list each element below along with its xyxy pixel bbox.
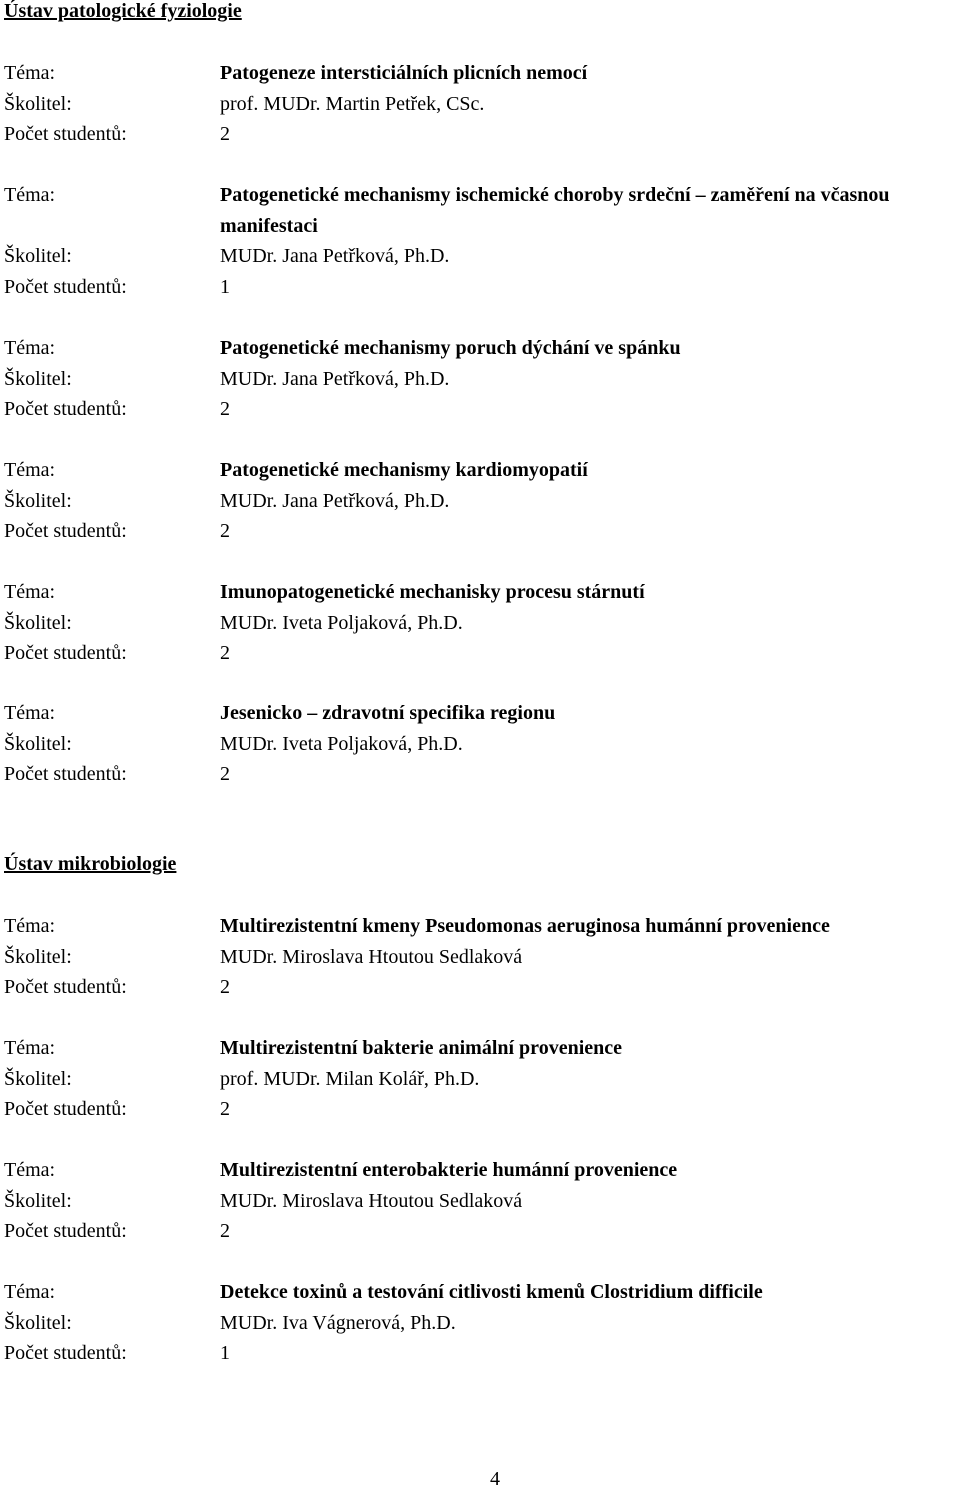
students-count: 2 (220, 1098, 230, 1120)
topic-title: Detekce toxinů a testování citlivosti kmenů Clostridium difficile (220, 1281, 763, 1303)
supervisor-name: prof. MUDr. Milan Kolář, Ph.D. (220, 1067, 480, 1090)
thesis-entry (4, 577, 960, 669)
topic-row (4, 698, 960, 729)
supervisor-row (4, 1308, 960, 1339)
supervisor-row (4, 89, 960, 120)
students-row (4, 638, 960, 669)
supervisor-label: Školitel: (4, 945, 72, 968)
thesis-entry (4, 58, 960, 150)
topic-title: Multirezistentní kmeny Pseudomonas aeruginosa humánní provenience (220, 915, 830, 937)
supervisor-label: Školitel: (4, 1067, 72, 1090)
students-row (4, 972, 960, 1003)
supervisor-name: MUDr. Miroslava Htoutou Sedlaková (220, 1189, 523, 1212)
supervisor-label: Školitel: (4, 1189, 72, 1212)
topic-label: Téma: (4, 1159, 56, 1181)
students-label: Počet studentů: (4, 275, 127, 298)
supervisor-name: MUDr. Jana Petřková, Ph.D. (220, 245, 450, 267)
students-row (4, 394, 960, 425)
supervisor-name: MUDr. Iva Vágnerová, Ph.D. (220, 1311, 456, 1334)
supervisor-label: Školitel: (4, 732, 72, 755)
supervisor-row (4, 1186, 960, 1217)
supervisor-name: MUDr. Jana Petřková, Ph.D. (220, 367, 450, 390)
topic-title: Multirezistentní enterobakterie humánní provenience (220, 1159, 678, 1181)
supervisor-label: Školitel: (4, 245, 72, 267)
topic-title: Jesenicko – zdravotní specifika regionu (220, 702, 556, 724)
students-label: Počet studentů: (4, 976, 127, 998)
thesis-entry (4, 911, 960, 1003)
topic-label: Téma: (4, 581, 56, 603)
students-label: Počet studentů: (4, 763, 127, 785)
supervisor-label: Školitel: (4, 1311, 72, 1334)
thesis-entry (4, 180, 960, 302)
supervisor-name: MUDr. Iveta Poljaková, Ph.D. (220, 732, 463, 755)
students-label: Počet studentů: (4, 1342, 127, 1364)
supervisor-row (4, 1064, 960, 1095)
topic-label: Téma: (4, 337, 56, 359)
topic-row (4, 1277, 960, 1308)
supervisor-label: Školitel: (4, 367, 72, 390)
topic-title: Patogenetické mechanismy poruch dýchání ve spánku (220, 337, 681, 359)
topic-label: Téma: (4, 702, 56, 724)
supervisor-row (4, 486, 960, 517)
supervisor-label: Školitel: (4, 92, 72, 115)
topic-row (4, 577, 960, 608)
students-count: 2 (220, 1220, 230, 1242)
supervisor-label: Školitel: (4, 489, 72, 512)
topic-title: Imunopatogenetické mechanisky procesu stárnutí (220, 581, 645, 603)
topic-row (4, 911, 960, 942)
students-label: Počet studentů: (4, 123, 127, 145)
supervisor-name: MUDr. Jana Petřková, Ph.D. (220, 489, 450, 512)
students-row (4, 1338, 960, 1369)
students-row (4, 1216, 960, 1247)
students-row (4, 759, 960, 790)
thesis-entry (4, 698, 960, 790)
thesis-entry (4, 1155, 960, 1247)
topic-title: Patogenetické mechanismy ischemické choroby srdeční – zaměření na včasnou manifestaci (220, 184, 890, 237)
students-count: 1 (220, 1342, 230, 1364)
topic-label: Téma: (4, 1037, 56, 1059)
topic-row (4, 58, 960, 89)
topic-row (4, 455, 960, 486)
students-label: Počet studentů: (4, 1098, 127, 1120)
students-label: Počet studentů: (4, 1220, 127, 1242)
supervisor-row (4, 608, 960, 639)
thesis-entry (4, 333, 960, 425)
thesis-entry (4, 1277, 960, 1369)
topic-title: Patogeneze intersticiálních plicních nemocí (220, 62, 588, 84)
students-count: 2 (220, 642, 230, 664)
students-row (4, 272, 960, 303)
topic-row (4, 1033, 960, 1064)
students-label: Počet studentů: (4, 398, 127, 420)
supervisor-name: MUDr. Iveta Poljaková, Ph.D. (220, 611, 463, 634)
students-count: 2 (220, 763, 230, 785)
section-heading: Ústav mikrobiologie (4, 853, 177, 875)
page-number: 4 (490, 1468, 500, 1490)
topic-row (4, 1155, 960, 1186)
thesis-entry (4, 455, 960, 547)
topic-title: Patogenetické mechanismy kardiomyopatií (220, 459, 588, 481)
supervisor-row (4, 942, 960, 973)
students-label: Počet studentů: (4, 520, 127, 542)
supervisor-label: Školitel: (4, 611, 72, 634)
topic-label: Téma: (4, 184, 56, 206)
students-row (4, 119, 960, 150)
topic-title: Multirezistentní bakterie animální provenience (220, 1037, 623, 1059)
students-label: Počet studentů: (4, 642, 127, 664)
topic-label: Téma: (4, 62, 56, 84)
section-heading: Ústav patologické fyziologie (4, 0, 242, 22)
topic-row (4, 180, 960, 241)
supervisor-row (4, 364, 960, 395)
supervisor-name: prof. MUDr. Martin Petřek, CSc. (220, 92, 485, 115)
students-count: 2 (220, 976, 230, 998)
students-count: 2 (220, 520, 230, 542)
topic-label: Téma: (4, 915, 56, 937)
topic-label: Téma: (4, 459, 56, 481)
topic-label: Téma: (4, 1281, 56, 1303)
supervisor-row (4, 729, 960, 760)
students-count: 1 (220, 275, 230, 298)
students-row (4, 1094, 960, 1125)
topic-row (4, 333, 960, 364)
supervisor-row (4, 241, 960, 272)
thesis-entry (4, 1033, 960, 1125)
supervisor-name: MUDr. Miroslava Htoutou Sedlaková (220, 945, 523, 968)
students-count: 2 (220, 123, 230, 145)
students-count: 2 (220, 398, 230, 420)
students-row (4, 516, 960, 547)
